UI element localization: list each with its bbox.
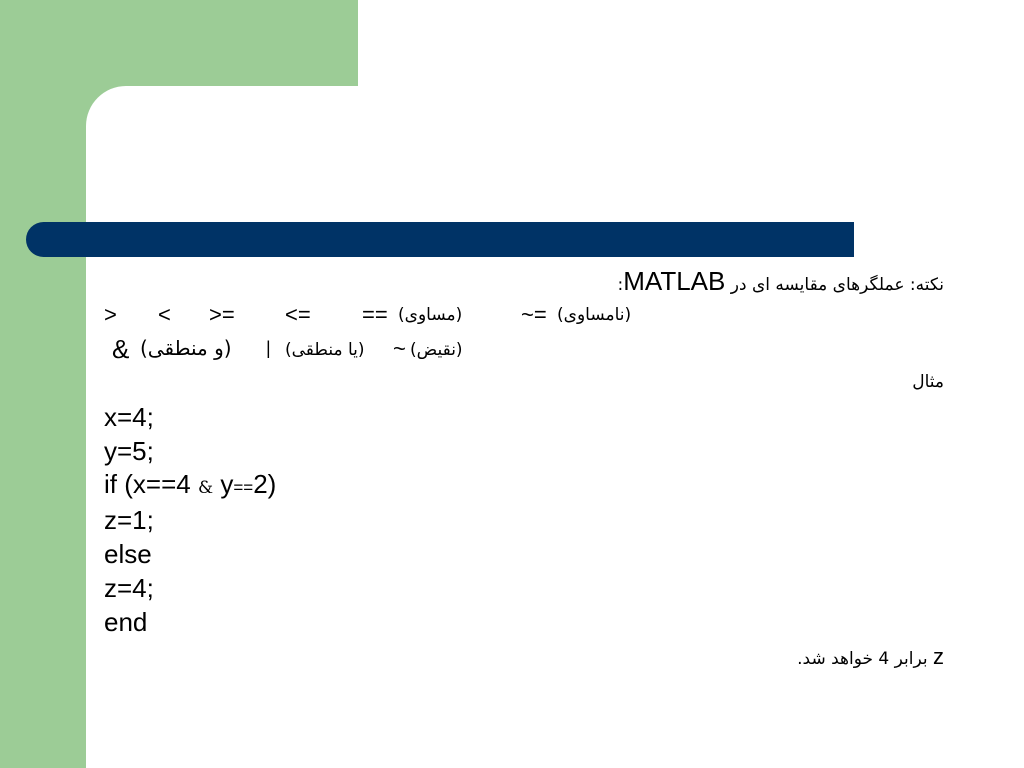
logic-or: | (266, 338, 271, 358)
op-lt: < (158, 302, 171, 327)
note-line (618, 266, 944, 297)
logic-and-label: (و منطقی) (140, 336, 232, 360)
note-prefix: نکته: عملگرهای مقایسه ای در (730, 275, 944, 295)
code-line-1: x=4; (104, 402, 154, 432)
code-line-5: else (104, 539, 152, 569)
code-post: 2) (253, 469, 277, 499)
code-eq: == (233, 478, 254, 497)
result-line (797, 644, 944, 670)
result-z: z (933, 644, 944, 669)
op-eq-label: (مساوی) (398, 305, 463, 325)
code-line-2: y=5; (104, 436, 154, 466)
code-line-4: z=1; (104, 505, 154, 535)
note-matlab: MATLAB (623, 266, 726, 296)
code-if-part: if (x==4 (104, 469, 191, 499)
code-line-7: end (104, 607, 148, 637)
op-eq: == (362, 302, 388, 327)
op-neq: ~= (521, 302, 547, 327)
note-colon: : (617, 275, 624, 295)
op-gte: >= (209, 302, 235, 327)
logic-not-label: (نقیض) (410, 340, 463, 360)
code-amp: & (197, 478, 214, 498)
op-gt: > (104, 302, 117, 327)
code-y: y (220, 469, 234, 499)
green-left-band (0, 0, 86, 768)
title-bar (26, 222, 854, 257)
green-top-band (0, 0, 358, 86)
code-line-6: z=4; (104, 573, 154, 603)
op-lte: <= (285, 302, 311, 327)
code-line-3 (104, 469, 276, 500)
logic-and: & (112, 334, 130, 364)
op-neq-label: (نامساوی) (557, 305, 632, 325)
result-text: برابر 4 خواهد شد. (797, 649, 928, 669)
logic-not: ~ (393, 336, 406, 361)
logic-or-label: (یا منطقی) (285, 340, 365, 360)
example-label: مثال (912, 372, 944, 392)
